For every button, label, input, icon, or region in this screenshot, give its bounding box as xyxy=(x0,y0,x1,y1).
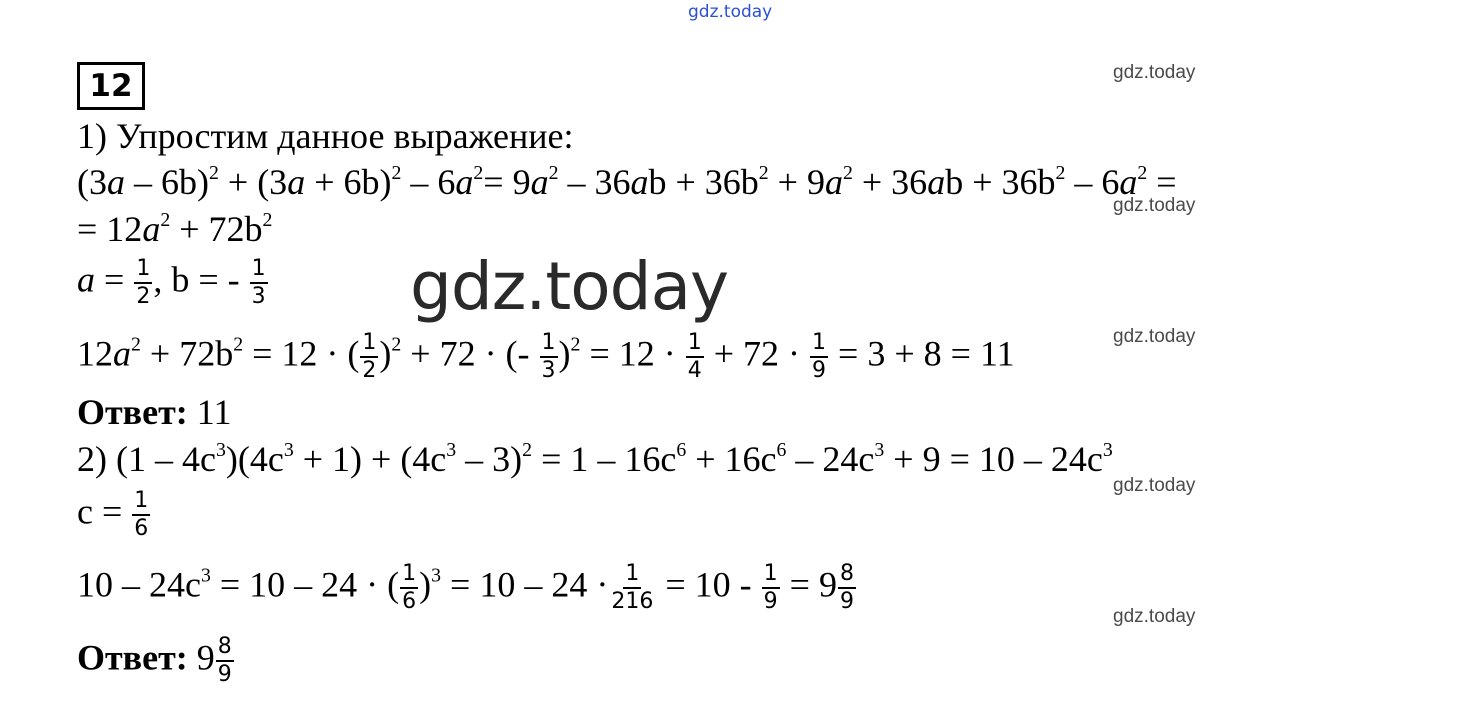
answer-value: 11 xyxy=(196,392,232,432)
part2-value: c = $\frac{1}{6}$ xyxy=(77,488,149,541)
watermark-big: gdz.today xyxy=(410,248,729,325)
part2-expression: 2) $(1 - 4c^3)(4c^3 + 1) + (4c^3 - 3)^2 = 1 - 16c^6 + 16c^6 - 24c^3 + 9 = 10 - 24c^3$ xyxy=(77,439,1113,479)
part2-answer: Ответ: 9 $\frac{8}{9}$ xyxy=(77,634,232,687)
part1-expansion: $(3a - 6b)^2 + (3a + 6b)^2 - 6a^2= 9a^2 - 36ab + 36b^2 + 9a^2 + 36ab + 36b^2 - 6a^2$ = xyxy=(77,162,1177,202)
answer-label: Ответ: xyxy=(77,392,188,432)
c-label: c = xyxy=(77,491,123,532)
watermark-top: gdz.today xyxy=(688,2,773,22)
watermark-side-4: gdz.today xyxy=(1113,475,1196,496)
part2-substitution: $10 - 24c^3 = 10 - 24$ · ( $\frac{1}{6}$ )$^3$ = 10 – 24 · $\frac{1}{216}$ = 10 - $\frac{1}{9}$ = 9 $\frac{8}{9}$ xyxy=(77,561,854,614)
watermark-side-2: gdz.today xyxy=(1113,195,1196,216)
part1-substitution: $12a^2 + 72b^2 = 12$ · ( $\frac{1}{2}$ )$^2$ + 72 · (- $\frac{1}{3}$ )$^2$ = 12 · $\frac{1}{4}$ + 72 · $\frac{1}{9}$ = 3 + 8 = 11 xyxy=(77,330,1015,383)
part1-simplified: = $12a^2 + 72b^2$ xyxy=(77,209,273,249)
watermark-side-5: gdz.today xyxy=(1113,606,1196,627)
watermark-side-1: gdz.today xyxy=(1113,62,1196,83)
answer-label-2: Ответ: xyxy=(77,637,188,678)
part1-intro: 1) Упростим данное выражение: xyxy=(77,116,574,156)
part1-values: a = $\frac{1}{2}$ , b = - $\frac{1}{3}$ xyxy=(77,256,266,309)
part1-answer xyxy=(77,394,231,430)
watermark-side-3: gdz.today xyxy=(1113,326,1196,347)
task-number: 12 xyxy=(77,62,145,110)
